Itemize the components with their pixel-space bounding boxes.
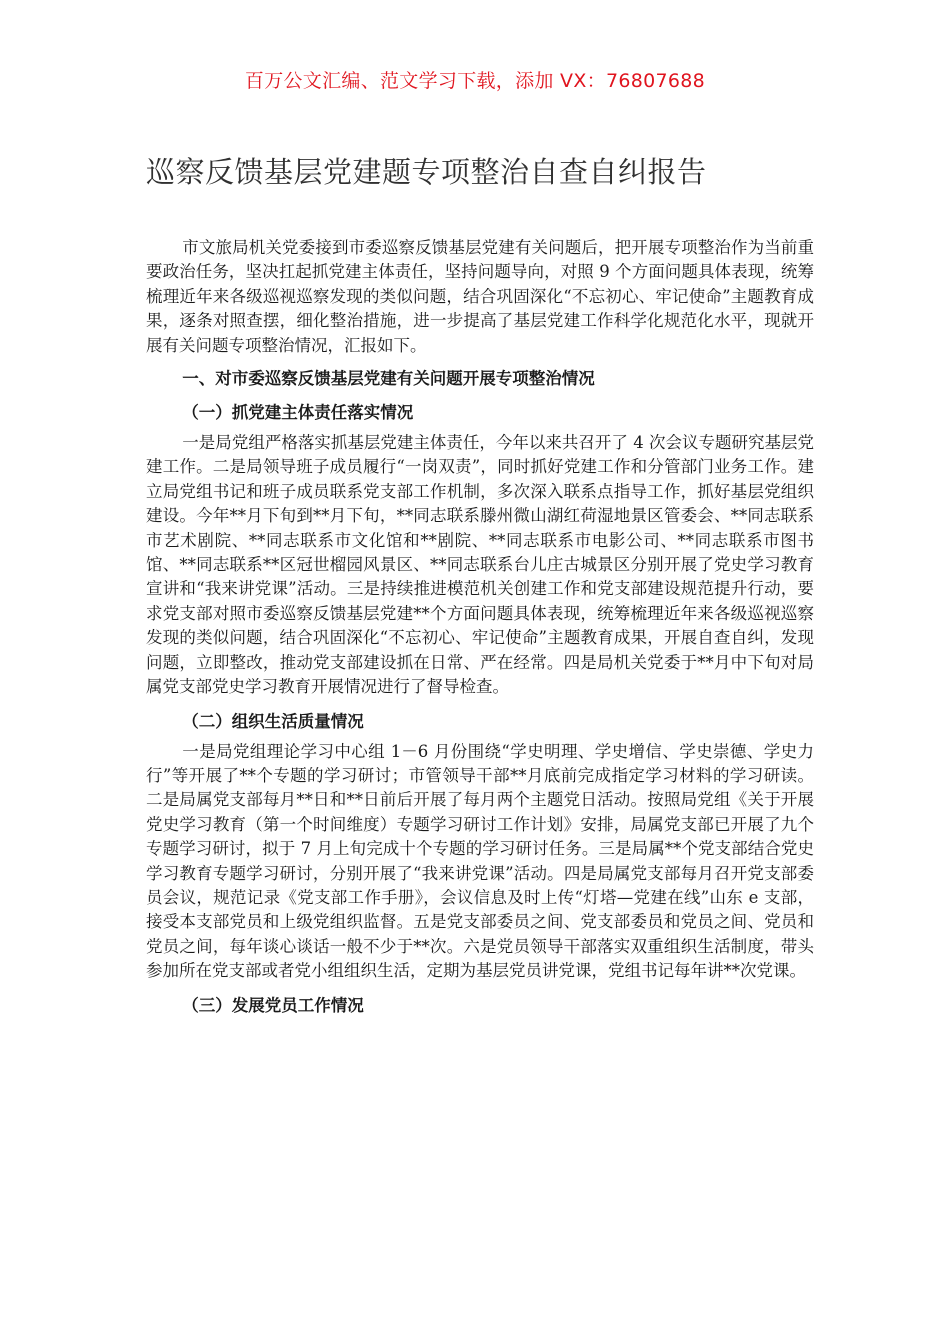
download-banner: 百万公文汇编、范文学习下载，添加 VX：76807688	[244, 70, 706, 92]
subsection-body-2: 一是局党组理论学习中心组 1－6 月份围绕“学史明理、学史增信、学史崇德、学史力行”等开展了**个专题的学习研讨；市管领导干部**月底前完成指定学习材料的学习研读。二是局属党支部每月**日和**日前后开展了每月两个主题党日活动。按照局党组《关于开展党史学习教育（第一个时间维度）专题学习研讨工作计划》安排，局属党支部已开展了九个专题学习研讨，拟于 7 月上旬完成十个专题的学习研讨任务。三是局属**个党支部结合党史学习教育专题学习研讨，分别开展了“我来讲党课”活动。四是局属党支部每月召开党支部委员会议，规范记录《党支部工作手册》，会议信息及时上传“灯塔—党建在线”山东 e 支部，接受本支部党员和上级党组织监督。五是党支部委员之间、党支部委员和党员之间、党员和党员之间，每年谈心谈话一般不少于**次。六是党员领导干部落实双重组织生活制度，带头参加所在党支部或者党小组组织生活，定期为基层党员讲党课，党组书记每年讲**次党课。	[146, 741, 814, 981]
document-title: 巡察反馈基层党建题专项整治自查自纠报告	[146, 155, 707, 189]
subsection-heading-2: （二）组织生活质量情况	[182, 711, 364, 731]
subsection-heading-3: （三）发展党员工作情况	[182, 995, 364, 1015]
intro-paragraph: 市文旅局机关党委接到市委巡察反馈基层党建有关问题后，把开展专项整治作为当前重要政治任务，坚决扛起抓党建主体责任，坚持问题导向，对照 9 个方面问题具体表现，统筹梳理近年来各级巡视巡察发现的类似问题，结合巩固深化“不忘初心、牢记使命”主题教育成果，逐条对照查摆，细化整治措施，进一步提高了基层党建工作科学化规范化水平，现就开展有关问题专项整治情况，汇报如下。	[146, 238, 814, 355]
subsection-body-1: 一是局党组严格落实抓基层党建主体责任，今年以来共召开了 4 次会议专题研究基层党建工作。二是局领导班子成员履行“一岗双责”，同时抓好党建工作和分管部门业务工作。建立局党组书记和班子成员联系党支部工作机制，多次深入联系点指导工作，抓好基层党组织建设。今年**月下旬到**月下旬，**同志联系滕州微山湖红荷湿地景区管委会、**同志联系市艺术剧院、**同志联系市文化馆和**剧院、**同志联系市电影公司、**同志联系市图书馆、**同志联系**区冠世榴园风景区、**同志联系台儿庄古城景区分别开展了党史学习教育宣讲和“我来讲党课”活动。三是持续推进模范机关创建工作和党支部建设规范提升行动，要求党支部对照市委巡察反馈基层党建**个方面问题具体表现，统筹梳理近年来各级巡视巡察发现的类似问题，结合巩固深化“不忘初心、牢记使命”主题教育成果，开展自查自纠，发现问题，立即整改，推动党支部建设抓在日常、严在经常。四是局机关党委于**月中下旬对局属党支部党史学习教育开展情况进行了督导检查。	[146, 433, 814, 697]
document-body	[146, 236, 814, 1024]
section-heading-1: 一、对市委巡察反馈基层党建有关问题开展专项整治情况	[182, 369, 595, 389]
subsection-heading-1: （一）抓党建主体责任落实情况	[182, 403, 414, 423]
